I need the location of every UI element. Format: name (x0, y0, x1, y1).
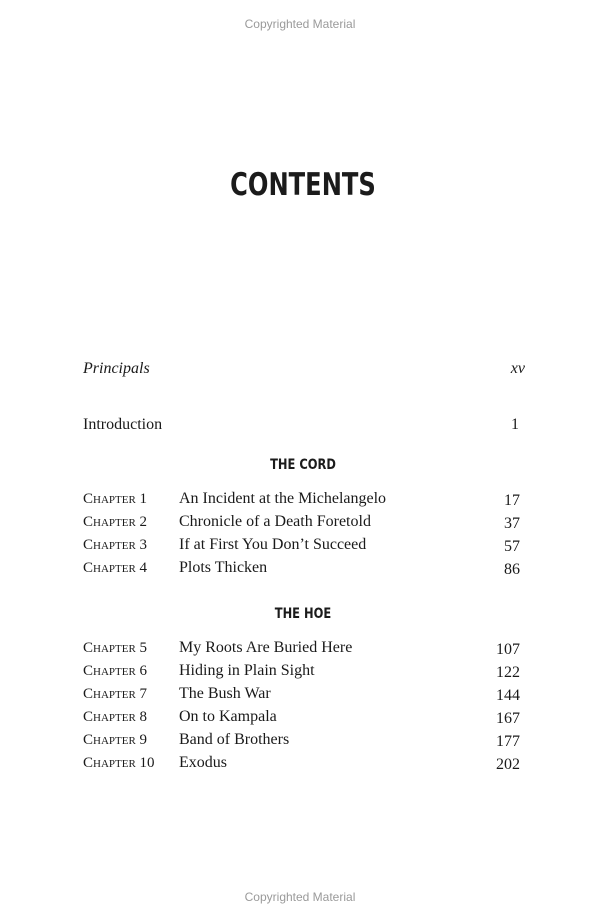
chapter-page: 167 (496, 710, 520, 727)
part-heading-the-hoe: THE HOE (274, 606, 332, 622)
chapter-page: 144 (496, 687, 520, 704)
toc-entry-label: Introduction (83, 416, 163, 433)
chapter-list-part-2 (83, 638, 520, 776)
chapter-title: If at First You Don’t Succeed (179, 536, 367, 553)
chapter-page: 202 (496, 756, 520, 773)
chapter-page: 37 (504, 515, 520, 532)
toc-chapter-row[interactable] (83, 684, 520, 707)
toc-chapter-row[interactable] (83, 535, 520, 558)
page-title: CONTENTS (230, 167, 376, 203)
copyright-watermark-top: Copyrighted Material (244, 17, 356, 31)
toc-entry-label: Principals (83, 360, 150, 377)
copyright-watermark-bottom: Copyrighted Material (244, 890, 356, 904)
chapter-list-part-1 (83, 489, 520, 581)
toc-chapter-row[interactable] (83, 558, 520, 581)
chapter-title: On to Kampala (179, 708, 277, 725)
toc-entry-page: 1 (511, 416, 519, 433)
toc-chapter-row[interactable] (83, 512, 520, 535)
chapter-page: 57 (504, 538, 520, 555)
toc-chapter-row[interactable] (83, 638, 520, 661)
chapter-label: Chapter 3 (83, 537, 148, 553)
chapter-title: My Roots Are Buried Here (179, 639, 353, 656)
chapter-page: 107 (496, 641, 520, 658)
chapter-title: The Bush War (179, 685, 271, 702)
chapter-title: An Incident at the Michelangelo (179, 490, 387, 507)
chapter-label: Chapter 10 (83, 755, 155, 771)
chapter-title: Chronicle of a Death Foretold (179, 513, 371, 530)
chapter-label: Chapter 5 (83, 640, 148, 656)
chapter-page: 17 (504, 492, 520, 509)
toc-chapter-row[interactable] (83, 489, 520, 512)
chapter-title: Hiding in Plain Sight (179, 662, 315, 679)
chapter-page: 86 (504, 561, 520, 578)
chapter-title: Exodus (179, 754, 227, 771)
toc-chapter-row[interactable] (83, 730, 520, 753)
chapter-title: Plots Thicken (179, 559, 268, 576)
toc-entry-introduction[interactable] (83, 416, 525, 434)
toc-chapter-row[interactable] (83, 753, 520, 776)
chapter-label: Chapter 1 (83, 491, 148, 507)
chapter-label: Chapter 4 (83, 560, 148, 576)
chapter-label: Chapter 7 (83, 686, 148, 702)
chapter-label: Chapter 6 (83, 663, 148, 679)
toc-entry-page: xv (510, 360, 525, 377)
chapter-label: Chapter 9 (83, 732, 148, 748)
part-heading-the-cord: THE CORD (270, 457, 336, 473)
toc-chapter-row[interactable] (83, 661, 520, 684)
toc-chapter-row[interactable] (83, 707, 520, 730)
toc-entry-principals[interactable] (83, 360, 525, 378)
chapter-page: 122 (496, 664, 520, 681)
chapter-label: Chapter 2 (83, 514, 148, 530)
chapter-title: Band of Brothers (179, 731, 290, 748)
chapter-page: 177 (496, 733, 520, 750)
chapter-label: Chapter 8 (83, 709, 148, 725)
